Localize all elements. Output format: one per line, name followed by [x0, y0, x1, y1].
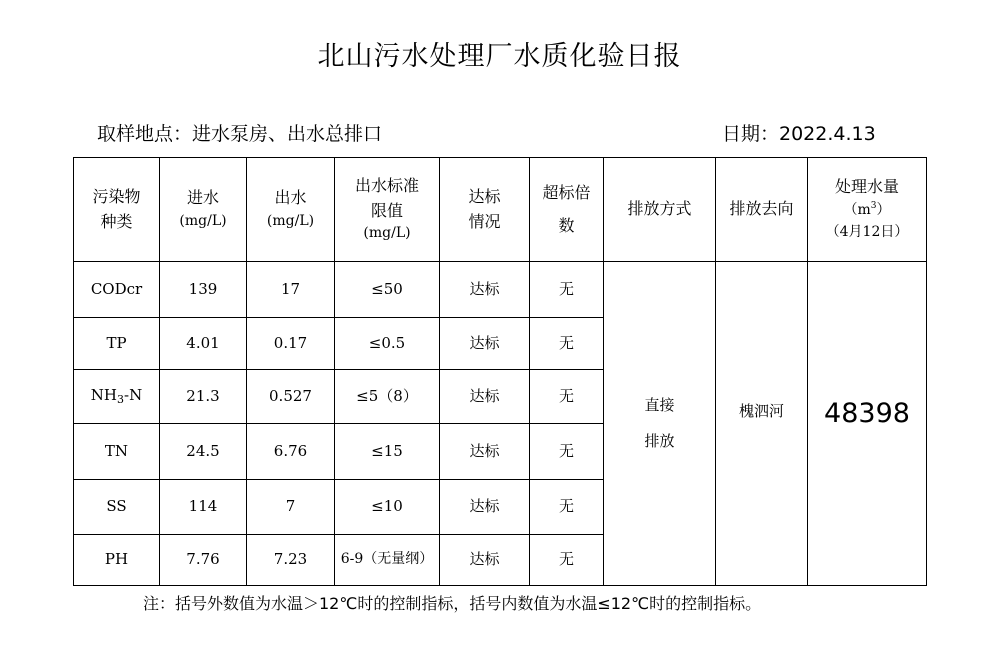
sampling-location: 取样地点：进水泵房、出水总排口	[97, 123, 383, 145]
cell-limit: ≤50	[335, 262, 440, 318]
report-title: 北山污水处理厂水质化验日报	[317, 41, 682, 72]
cell-inflow: 139	[160, 262, 247, 318]
cell-compliance: 达标	[440, 370, 530, 424]
cell-discharge-method: 直接 排放	[604, 262, 716, 586]
footnote: 注：括号外数值为水温＞12℃时的控制指标，括号内数值为水温≤12℃时的控制指标。	[143, 594, 762, 613]
cell-pollutant: TP	[74, 318, 160, 370]
header-outflow: 出水 (mg/L)	[247, 158, 335, 262]
cell-outflow: 7	[247, 480, 335, 535]
cell-inflow: 21.3	[160, 370, 247, 424]
cell-exceed: 无	[530, 370, 604, 424]
cell-exceed: 无	[530, 318, 604, 370]
cell-pollutant: SS	[74, 480, 160, 535]
cell-discharge-destination: 槐泗河	[716, 262, 808, 586]
cell-pollutant: PH	[74, 535, 160, 586]
header-limit: 出水标准 限值 (mg/L)	[335, 158, 440, 262]
cell-inflow: 4.01	[160, 318, 247, 370]
cell-compliance: 达标	[440, 262, 530, 318]
header-exceed-times: 超标倍 数	[530, 158, 604, 262]
cell-exceed: 无	[530, 535, 604, 586]
header-pollutant: 污染物 种类	[74, 158, 160, 262]
cell-exceed: 无	[530, 262, 604, 318]
report-date: 日期：2022.4.13	[722, 123, 876, 145]
cell-outflow: 17	[247, 262, 335, 318]
cell-outflow: 0.527	[247, 370, 335, 424]
header-discharge-destination: 排放去向	[716, 158, 808, 262]
cell-compliance: 达标	[440, 480, 530, 535]
cell-outflow: 0.17	[247, 318, 335, 370]
cell-outflow: 7.23	[247, 535, 335, 586]
cell-limit: ≤5（8）	[335, 370, 440, 424]
cell-outflow: 6.76	[247, 424, 335, 480]
cell-pollutant: CODcr	[74, 262, 160, 318]
cell-inflow: 24.5	[160, 424, 247, 480]
cell-volume-value: 48398	[808, 262, 927, 586]
cell-limit: 6-9（无量纲）	[335, 535, 440, 586]
cell-limit: ≤0.5	[335, 318, 440, 370]
header-inflow: 进水 (mg/L)	[160, 158, 247, 262]
cell-exceed: 无	[530, 480, 604, 535]
cell-pollutant: TN	[74, 424, 160, 480]
cell-inflow: 114	[160, 480, 247, 535]
cell-inflow: 7.76	[160, 535, 247, 586]
cell-limit: ≤10	[335, 480, 440, 535]
cell-exceed: 无	[530, 424, 604, 480]
water-quality-table	[73, 157, 927, 586]
header-volume: 处理水量 $(m^3)$ （4月12日）	[808, 158, 927, 262]
cell-compliance: 达标	[440, 535, 530, 586]
cell-compliance: 达标	[440, 424, 530, 480]
header-compliance: 达标 情况	[440, 158, 530, 262]
table-row	[74, 262, 927, 318]
header-row	[74, 158, 927, 262]
header-discharge-method: 排放方式	[604, 158, 716, 262]
cell-compliance: 达标	[440, 318, 530, 370]
cell-pollutant: $NH_3-N$	[74, 370, 160, 424]
cell-limit: ≤15	[335, 424, 440, 480]
